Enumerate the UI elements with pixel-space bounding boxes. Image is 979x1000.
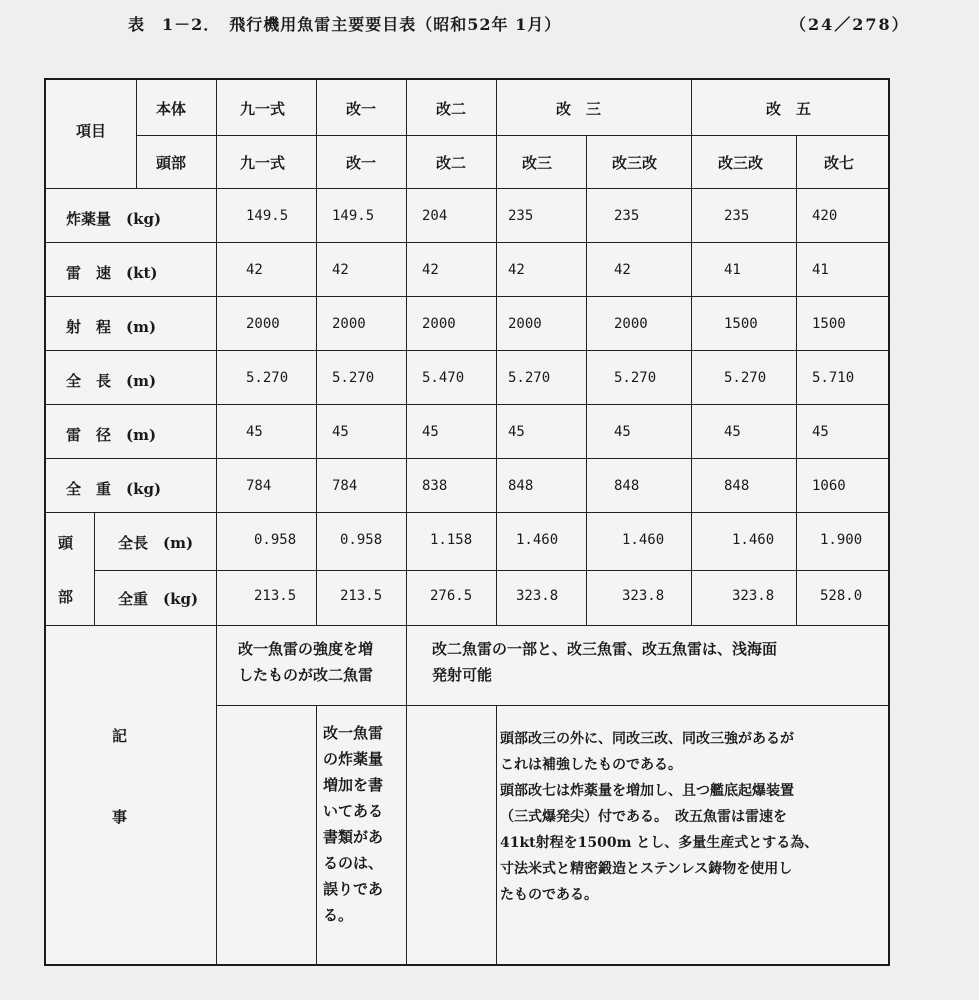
table-cell: 5.270 [614, 370, 657, 386]
body-type-kai1: 改一 [346, 100, 377, 118]
row-label: 雷 速 (kt) [66, 264, 158, 282]
table-cell: 213.5 [340, 588, 383, 604]
table-cell: 235 [614, 208, 640, 224]
table-cell: 42 [614, 262, 631, 278]
table-cell: 784 [332, 478, 358, 494]
table-cell: 848 [508, 478, 534, 494]
table-cell: 5.470 [422, 370, 465, 386]
remark-line: るのは、 [323, 854, 384, 872]
page-header [0, 0, 979, 50]
table-cell: 1500 [812, 316, 846, 332]
head-group-label-top: 頭 [58, 534, 74, 552]
body-header: 本体 [156, 100, 187, 118]
row-label: 全 重 (kg) [66, 480, 162, 498]
head-type-kai2: 改二 [436, 154, 467, 172]
table-cell: 1500 [724, 316, 758, 332]
table-cell: 41 [812, 262, 829, 278]
remark-line: る。 [323, 906, 354, 924]
item-header: 項目 [76, 122, 107, 140]
body-type-kai5: 改 五 [766, 100, 812, 118]
table-cell: 2000 [246, 316, 280, 332]
remark-line: 改二魚雷の一部と、改三魚雷、改五魚雷は、浅海面 [432, 640, 778, 658]
table-cell: 5.710 [812, 370, 855, 386]
remarks-label-top: 記 [112, 727, 128, 745]
table-cell: 149.5 [246, 208, 289, 224]
table-cell: 2000 [332, 316, 366, 332]
table-cell: 1.460 [732, 532, 775, 548]
head-type-kai3: 改三 [522, 154, 553, 172]
remark-line: いてある [323, 802, 384, 820]
remark-line: 増加を書 [323, 776, 384, 794]
table-cell: 1.900 [820, 532, 863, 548]
body-type-kai3: 改 三 [556, 100, 602, 118]
head-type-kai3kai-b: 改三改 [718, 154, 764, 172]
table-cell: 0.958 [254, 532, 297, 548]
table-cell: 204 [422, 208, 448, 224]
table-cell: 1060 [812, 478, 846, 494]
body-type-91: 九一式 [240, 100, 286, 118]
document-title: 表 1－2． 飛行機用魚雷主要要目表（昭和52年 1月） [128, 15, 562, 34]
head-type-kai7: 改七 [824, 154, 855, 172]
remark-note-head-details [500, 726, 890, 908]
remark-line: の炸薬量 [323, 750, 384, 768]
table-cell: 5.270 [246, 370, 289, 386]
table-cell: 45 [422, 424, 439, 440]
table-cell: 5.270 [724, 370, 767, 386]
head-type-91: 九一式 [240, 154, 286, 172]
table-cell: 2000 [422, 316, 456, 332]
remark-line: 改一魚雷 [323, 724, 384, 742]
remark-line: 書類があ [323, 828, 384, 846]
remark-line: したものが改二魚雷 [238, 666, 374, 684]
table-cell: 45 [508, 424, 525, 440]
row-label: 射 程 (m) [66, 318, 157, 336]
table-cell: 2000 [508, 316, 542, 332]
table-cell: 5.270 [332, 370, 375, 386]
head-type-kai3kai-a: 改三改 [612, 154, 658, 172]
remark-line: 誤りであ [323, 880, 384, 898]
table-cell: 323.8 [622, 588, 665, 604]
table-cell: 323.8 [732, 588, 775, 604]
remark-line: たものである。 [500, 887, 598, 903]
table-cell: 528.0 [820, 588, 863, 604]
body-type-kai2: 改二 [436, 100, 467, 118]
table-cell: 45 [724, 424, 741, 440]
torpedo-spec-table [44, 78, 890, 966]
row-label: 雷 径 (m) [66, 426, 157, 444]
table-cell: 45 [812, 424, 829, 440]
row-label: 全 長 (m) [66, 372, 157, 390]
head-type-kai1: 改一 [346, 154, 377, 172]
table-cell: 848 [614, 478, 640, 494]
remark-line: 発射可能 [432, 666, 493, 684]
head-row-label: 全長 (m) [118, 534, 194, 552]
table-cell: 235 [724, 208, 750, 224]
table-cell: 42 [332, 262, 349, 278]
table-cell: 2000 [614, 316, 648, 332]
table-cell: 5.270 [508, 370, 551, 386]
table-cell: 45 [614, 424, 631, 440]
table-cell: 149.5 [332, 208, 375, 224]
remark-line: （三式爆発尖）付である。 改五魚雷は雷速を [500, 809, 787, 825]
table-cell: 0.958 [340, 532, 383, 548]
remark-note-kai1-error [323, 720, 403, 928]
table-cell: 838 [422, 478, 448, 494]
table-cell: 45 [246, 424, 263, 440]
table-cell: 213.5 [254, 588, 297, 604]
row-label: 炸薬量 (kg) [66, 210, 162, 228]
table-cell: 848 [724, 478, 750, 494]
table-cell: 420 [812, 208, 838, 224]
table-cell: 42 [508, 262, 525, 278]
remark-line: 改一魚雷の強度を増 [238, 640, 374, 658]
remark-note-shallow-water [432, 636, 882, 688]
table-cell: 42 [422, 262, 439, 278]
remark-line: 寸法米式と精密鍛造とステンレス鋳物を使用し [500, 861, 793, 877]
remark-line: 41kt射程を1500m とし、多量生産式とする為、 [500, 835, 819, 851]
remark-note-kai2-strength [238, 636, 408, 688]
head-group-label-bottom: 部 [58, 588, 74, 606]
table-cell: 1.158 [430, 532, 473, 548]
page-number: （24／278） [790, 15, 910, 34]
table-cell: 41 [724, 262, 741, 278]
remark-line: これは補強したものである。 [500, 757, 682, 773]
table-cell: 42 [246, 262, 263, 278]
head-header: 頭部 [156, 154, 187, 172]
table-cell: 1.460 [516, 532, 559, 548]
table-cell: 276.5 [430, 588, 473, 604]
remark-line: 頭部改七は炸薬量を増加し、且つ艦底起爆装置 [500, 783, 794, 799]
table-cell: 1.460 [622, 532, 665, 548]
table-cell: 45 [332, 424, 349, 440]
remark-line: 頭部改三の外に、同改三改、同改三強があるが [500, 731, 794, 747]
head-row-label: 全重 (kg) [118, 590, 199, 608]
table-cell: 235 [508, 208, 534, 224]
table-cell: 323.8 [516, 588, 559, 604]
remarks-label-bottom: 事 [112, 808, 128, 826]
table-cell: 784 [246, 478, 272, 494]
